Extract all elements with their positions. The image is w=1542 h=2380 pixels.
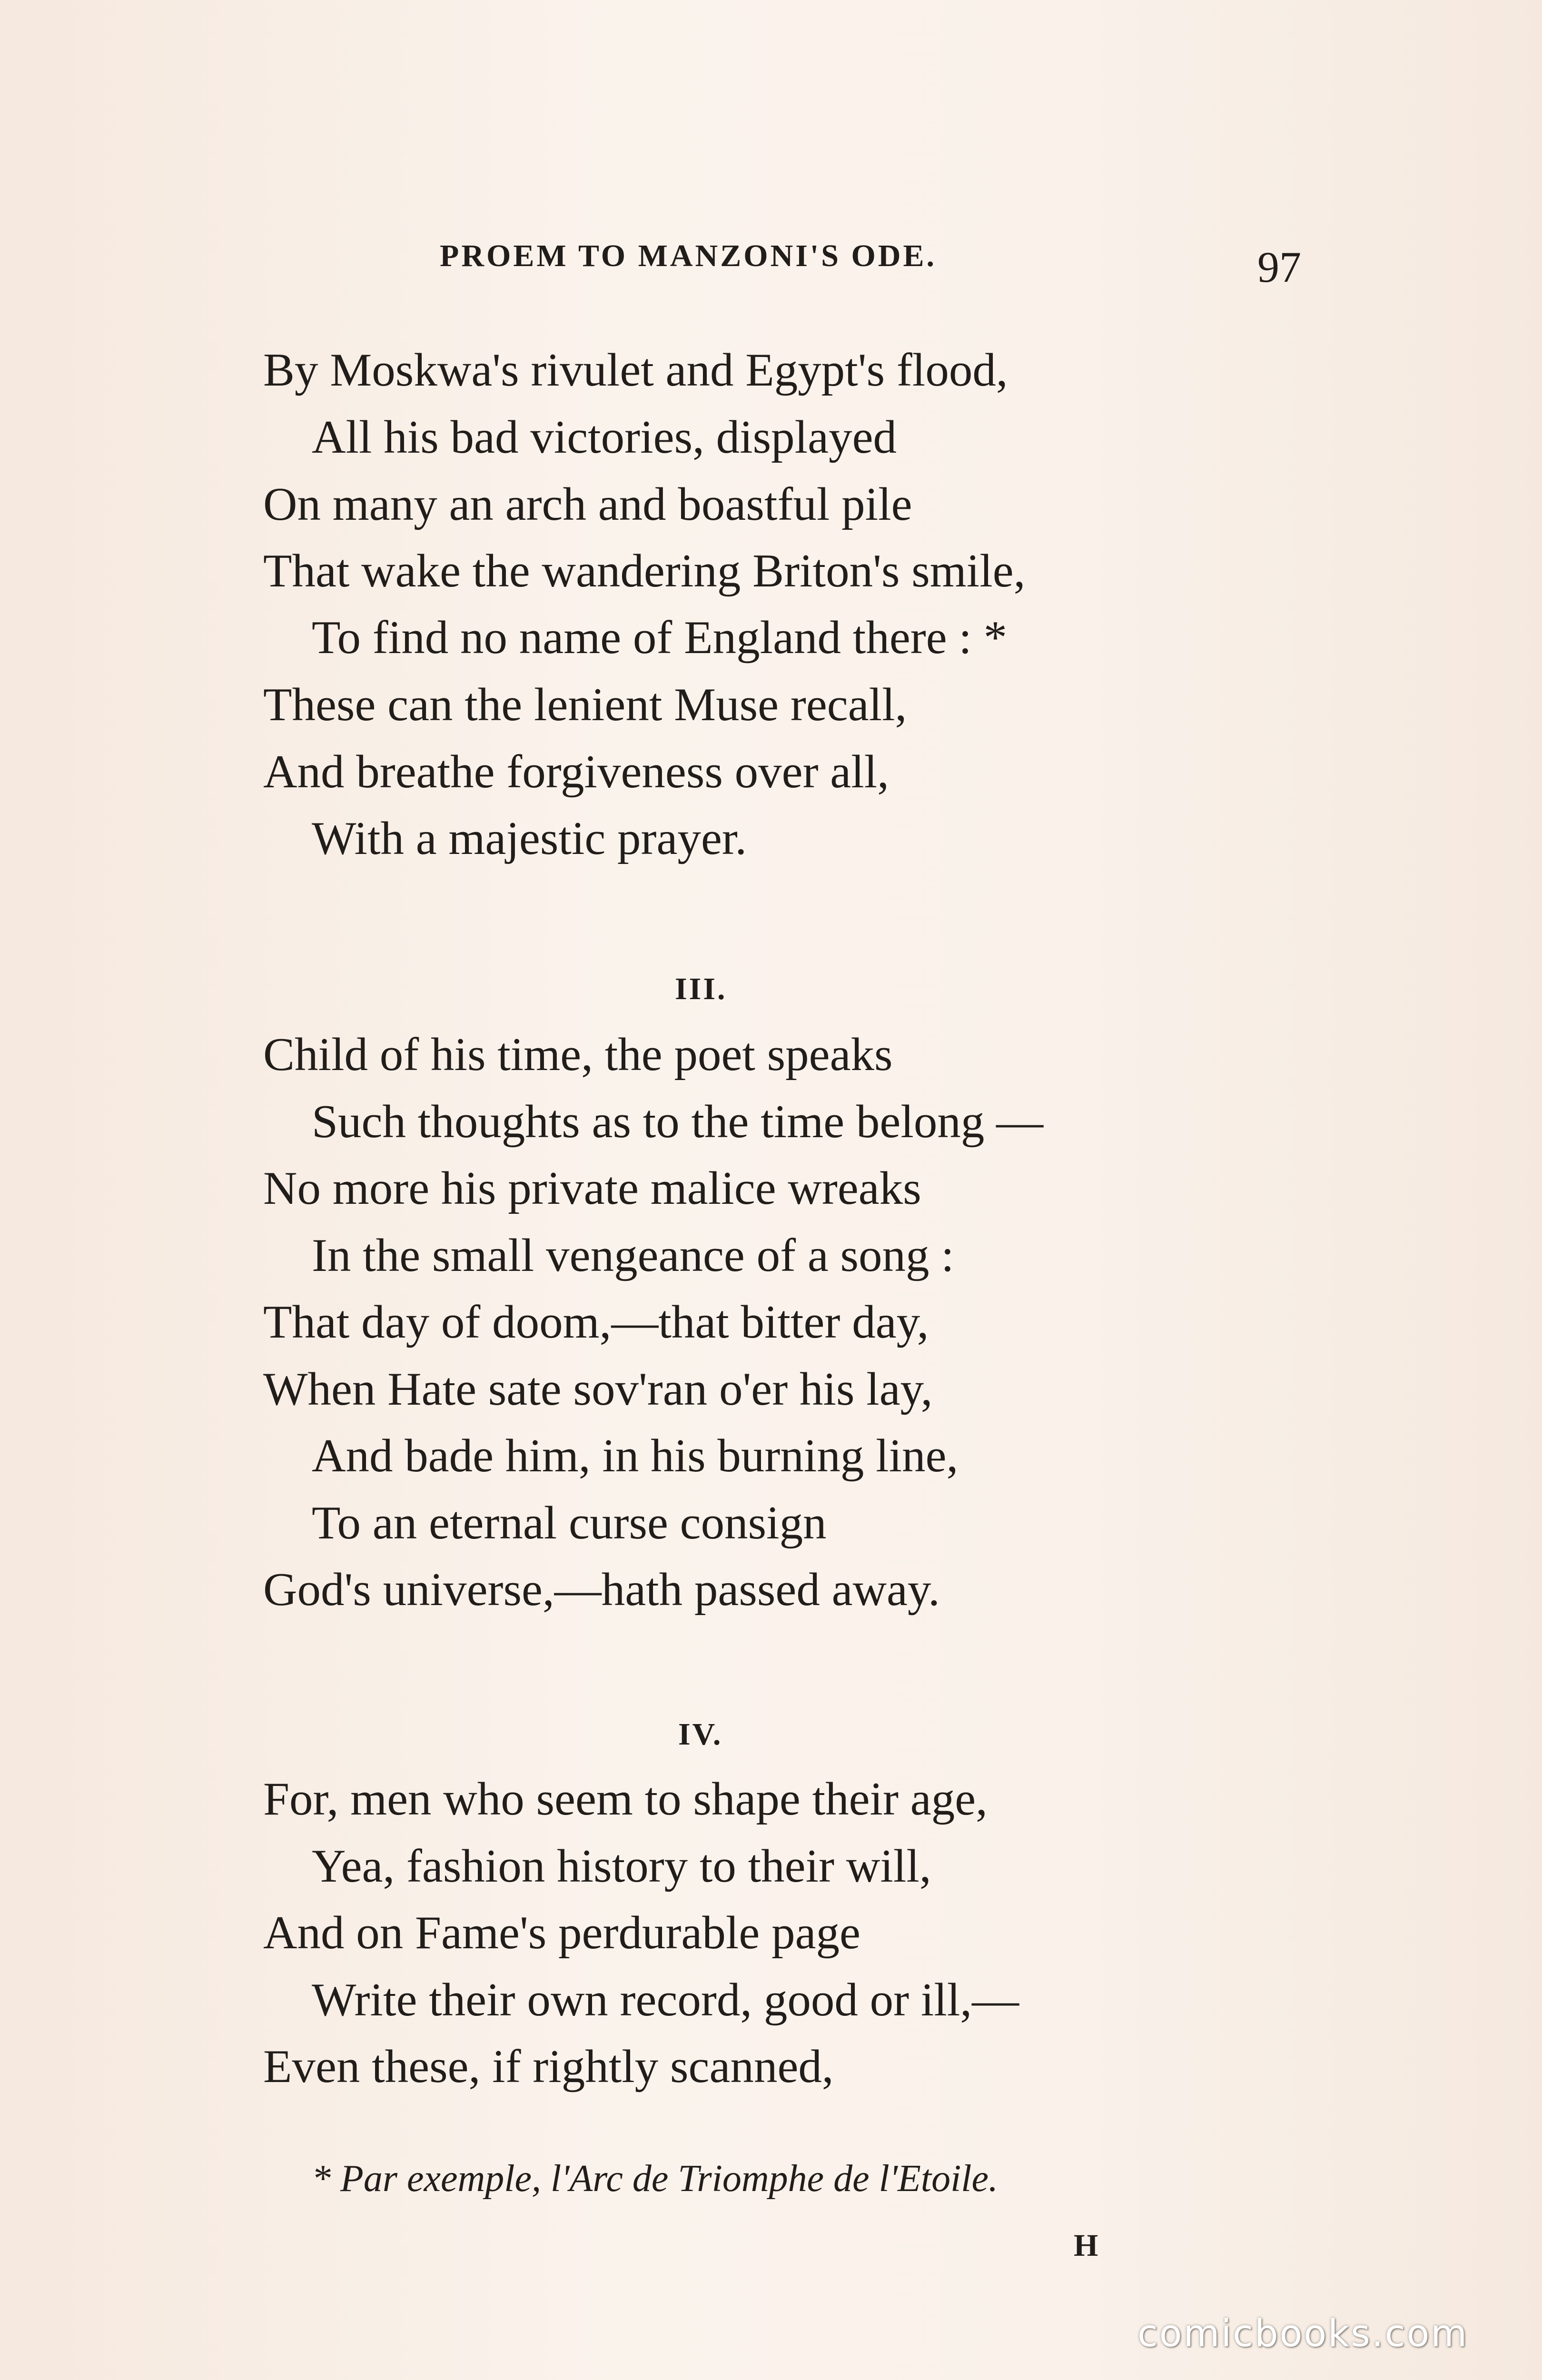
section-numeral-iii: III.: [675, 972, 727, 1006]
verse-line: By Moskwa's rivulet and Egypt's flood,: [263, 344, 1008, 396]
site-watermark: comicbooks.com: [1137, 2312, 1469, 2355]
running-title: PROEM TO MANZONI'S ODE.: [440, 238, 937, 273]
verse-line: That wake the wandering Briton's smile,: [263, 545, 1026, 597]
verse-line: All his bad victories, displayed: [312, 411, 897, 463]
verse-line: On many an arch and boastful pile: [263, 478, 912, 530]
verse-line: That day of doom,—that bitter day,: [263, 1296, 929, 1348]
verse-line: And on Fame's perdurable page: [263, 1907, 860, 1959]
verse-line: God's universe,—hath passed away.: [263, 1564, 940, 1616]
verse-line: Write their own record, good or ill,—: [312, 1974, 1019, 2026]
section-numeral-iv: IV.: [678, 1717, 723, 1752]
verse-line: Such thoughts as to the time belong —: [312, 1096, 1044, 1148]
verse-line: These can the lenient Muse recall,: [263, 679, 907, 731]
verse-line: And bade him, in his burning line,: [312, 1430, 959, 1482]
verse-line: No more his private malice wreaks: [263, 1162, 921, 1214]
signature-mark: H: [1074, 2228, 1098, 2263]
verse-line: And breathe forgiveness over all,: [263, 746, 889, 798]
footnote: * Par exemple, l'Arc de Triomphe de l'Etoile.: [312, 2158, 998, 2200]
verse-line: In the small vengeance of a song :: [312, 1230, 954, 1281]
page-number: 97: [1257, 243, 1301, 291]
verse-line: Child of his time, the poet speaks: [263, 1029, 893, 1081]
verse-line: With a majestic prayer.: [312, 813, 747, 864]
verse-line: To an eternal curse consign: [312, 1497, 827, 1549]
verse-line: For, men who seem to shape their age,: [263, 1773, 988, 1825]
verse-line: Yea, fashion history to their will,: [312, 1840, 931, 1892]
verse-line: When Hate sate sov'ran o'er his lay,: [263, 1363, 933, 1415]
verse-line: To find no name of England there : *: [312, 612, 1008, 664]
verse-line: Even these, if rightly scanned,: [263, 2041, 834, 2092]
